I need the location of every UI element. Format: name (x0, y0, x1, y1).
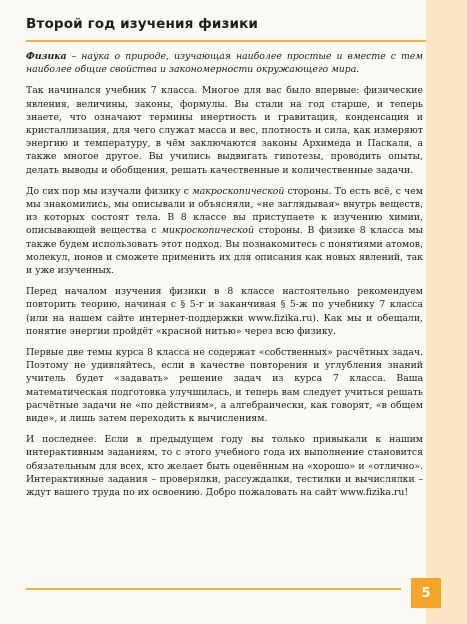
paragraph-2 (26, 185, 423, 277)
body-text (26, 50, 423, 507)
paragraph-3: Перед началом изучения физики в 8 классе настоятельно рекомендуем повторить теорию, начиная с § 5-г и заканчивая § 5-ж по учебнику 7 класса (или на нашем сайте интернет-поддержки www.fizika.ru). Как мы и обещали, понятие энергии пройдёт «красной нитью» через всю физику. (26, 286, 423, 337)
page-number-badge: 5 (411, 578, 441, 608)
paragraph-2-part: стороны. То есть всё, с чем мы знакомились, мы описывали и объясняли, «не заглядывая» внутрь веществ, из которых состоят тела. В 8 классе вы приступаете к изучению химии, описывающей вещества с (26, 185, 423, 237)
side-color-strip (426, 0, 467, 624)
paragraph-2-part: До сих пор мы изучали физику с (26, 185, 193, 197)
paragraph-5: И последнее. Если в предыдущем году вы только привыкали к нашим интерактивным заданиям, то с этого учебного года их выполнение становится обязательным для всех, кто желает быть оценённым на «хорошо» и «отлично». Интерактивные задания – проверялки, рассуждалки, тестилки и вычислялки – ждут вашего труда по их освоению. Добро пожаловать на сайт www.fizika.ru! (26, 434, 423, 499)
paragraph-2-part: стороны. В физике 8 класса мы также будем использовать этот подход. Вы познакомитесь с понятиями атомов, молекул, ионов и сможете применить их для описания как новых явлений, так и уже изученных. (26, 225, 423, 277)
page-heading: Второй год изучения физики (26, 16, 259, 32)
term-microscopic: микроскопической (161, 225, 254, 237)
definition-text: – наука о природе, изучающая наиболее простые и вместе с тем наиболее общие свойства и закономерности окружающего мира. (26, 51, 423, 76)
paragraph-4: Первые две темы курса 8 класса не содержат «собственных» расчётных задач. Поэтому не удивляйтесь, если в качестве повторения и углубления знаний учитель будет «задавать» решение задач из курса 7 класса. Ваша математическая подготовка улучшилась, и теперь вам следует учиться решать расчётные задачи не «по действиям», а алгебраически, как говорят, «в общем виде», и лишь затем переходить к вычислениям. (26, 347, 423, 425)
paragraph-1: Так начинался учебник 7 класса. Многое для вас было впервые: физические явления, величины, законы, формулы. Вы стали на год старше, и теперь знаете, что означают термины инертность и гравитация, конденсация и кристаллизация, для чего служат масса и вес, плотность и сила, как измеряют энергию и температуру, в чём заключаются законы Архимеда и Паскаля, а также многое другое. Вы учились выдвигать гипотезы, проводить опыты, делать выводы и обобщения, решать качественные и количественные задачи. (26, 85, 423, 176)
definition-term: Физика (26, 51, 67, 62)
bottom-divider (26, 588, 401, 590)
term-macroscopic: макроскопической (192, 185, 285, 197)
definition-paragraph (26, 50, 423, 76)
top-divider (26, 40, 426, 42)
